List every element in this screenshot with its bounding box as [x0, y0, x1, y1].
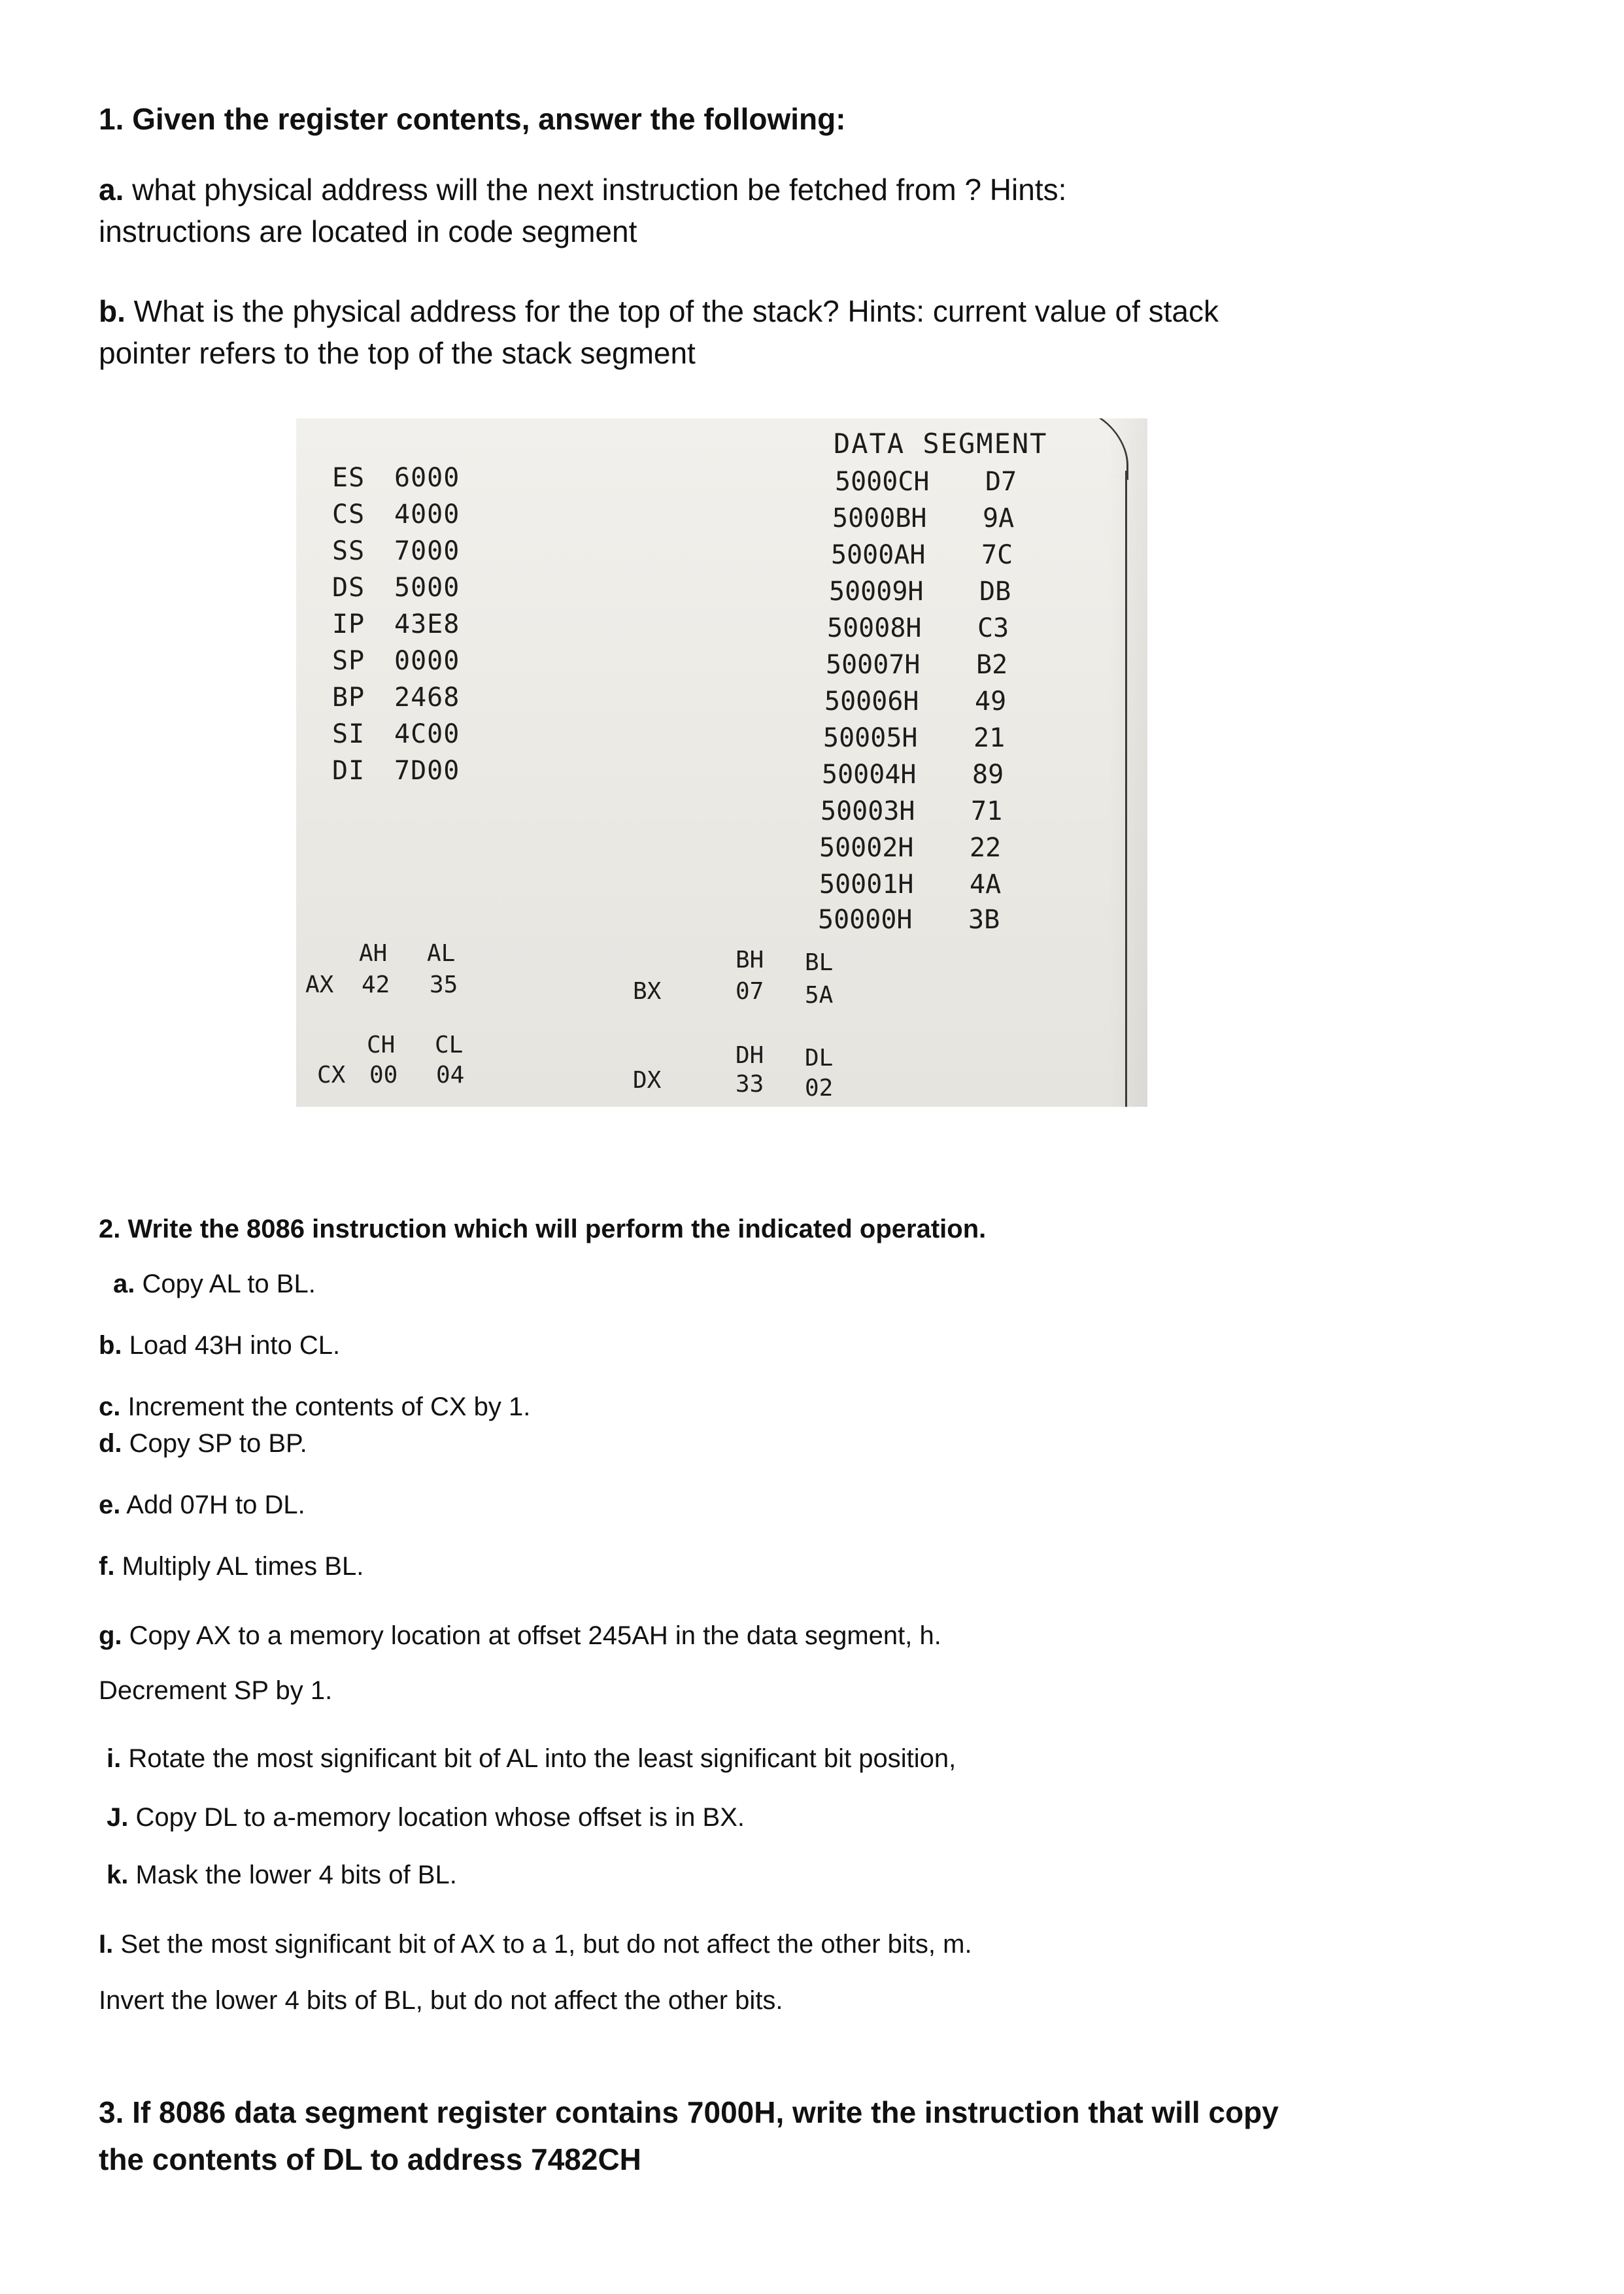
question-2-item: k. Mask the lower 4 bits of BL. [107, 1861, 457, 1889]
question-2-item: e. Add 07H to DL. [99, 1491, 305, 1519]
bh-value: 07 [736, 978, 764, 1005]
register-row-bp: BP 2468 [332, 683, 460, 713]
register-row-cs: CS 4000 [332, 499, 460, 530]
question-2-item: I. Set the most significant bit of AX to a 1, but do not affect the other bits, m. [99, 1930, 972, 1959]
question-1b-line1: What is the physical address for the top of the stack? Hints: current value of stack [125, 294, 1219, 328]
memory-row: 50004H 89 [822, 760, 1004, 790]
bh-label: BH [736, 947, 764, 973]
question-2-title: 2. Write the 8086 instruction which will perform the indicated operation. [99, 1215, 987, 1243]
ax-label: AX [305, 971, 334, 998]
question-1a-line2: instructions are located in code segment [99, 214, 637, 248]
dl-label: DL [805, 1045, 834, 1071]
question-1a-line1: what physical address will the next instruction be fetched from ? Hints: [124, 173, 1067, 207]
register-row-ip: IP 43E8 [332, 609, 460, 639]
photo-shadow [1108, 418, 1147, 1107]
register-row-sp: SP 0000 [332, 646, 460, 676]
memory-row: 50001H 4A [819, 869, 1002, 900]
question-3 [99, 2089, 1279, 2183]
cl-label: CL [435, 1032, 464, 1058]
memory-row: 50003H 71 [820, 796, 1003, 826]
al-value: 35 [430, 971, 458, 998]
memory-row: 50000H 3B [818, 905, 1000, 935]
register-row-ds: DS 5000 [332, 573, 460, 603]
question-2-item: f. Multiply AL times BL. [99, 1552, 364, 1581]
memory-row: 50005H 21 [823, 723, 1006, 753]
dh-value: 33 [736, 1071, 764, 1098]
data-segment-title: DATA SEGMENT [834, 428, 1048, 460]
question-1-title: 1. Given the register contents, answer the following: [99, 102, 846, 136]
question-2-item: a. Copy AL to BL. [113, 1270, 316, 1298]
question-2-item: g. Copy AX to a memory location at offset 245AH in the data segment, h. [99, 1621, 941, 1650]
photo-frame-line [1125, 471, 1127, 1107]
bl-label: BL [805, 949, 834, 976]
question-2-item: c. Increment the contents of CX by 1. [99, 1392, 531, 1421]
memory-row: 50007H B2 [826, 650, 1008, 680]
question-2-item: b. Load 43H into CL. [99, 1331, 341, 1360]
memory-row: 5000BH 9A [832, 503, 1015, 533]
question-1b [99, 290, 1219, 374]
question-1b-label: b. [99, 294, 126, 328]
bx-label: BX [633, 978, 662, 1005]
cl-value: 04 [436, 1062, 465, 1088]
ah-label: AH [359, 940, 388, 967]
question-2-item: d. Copy SP to BP. [99, 1429, 307, 1458]
question-1a [99, 169, 1066, 252]
question-3-line2: the contents of DL to address 7482CH [99, 2142, 641, 2176]
question-2-item: J. Copy DL to a-memory location whose offset is in BX. [107, 1803, 745, 1832]
question-1a-label: a. [99, 173, 124, 207]
question-1b-line2: pointer refers to the top of the stack segment [99, 336, 696, 370]
memory-row: 5000CH D7 [835, 467, 1017, 497]
memory-row: 50009H DB [829, 577, 1011, 607]
dh-label: DH [736, 1042, 764, 1069]
register-contents-photo [296, 418, 1147, 1107]
dl-value: 02 [805, 1075, 834, 1102]
cx-label: CX [317, 1062, 346, 1088]
question-2-item: i. Rotate the most significant bit of AL into the least significant bit position, [107, 1744, 956, 1773]
memory-row: 5000AH 7C [831, 540, 1013, 570]
register-row-di: DI 7D00 [332, 756, 460, 786]
memory-row: 50006H 49 [824, 686, 1007, 717]
register-row-si: SI 4C00 [332, 719, 460, 749]
ah-value: 42 [362, 971, 390, 998]
register-row-es: ES 6000 [332, 463, 460, 493]
memory-row: 50008H C3 [827, 613, 1009, 643]
ch-value: 00 [369, 1062, 398, 1088]
register-row-ss: SS 7000 [332, 536, 460, 566]
question-2-item: Decrement SP by 1. [99, 1676, 333, 1705]
bl-value: 5A [805, 982, 834, 1009]
memory-row: 50002H 22 [819, 833, 1002, 863]
al-label: AL [427, 940, 456, 967]
dx-label: DX [633, 1067, 662, 1094]
question-2-item: Invert the lower 4 bits of BL, but do not affect the other bits. [99, 1986, 783, 2015]
ch-label: CH [367, 1032, 396, 1058]
question-3-line1: 3. If 8086 data segment register contains 7000H, write the instruction that will copy [99, 2095, 1279, 2129]
